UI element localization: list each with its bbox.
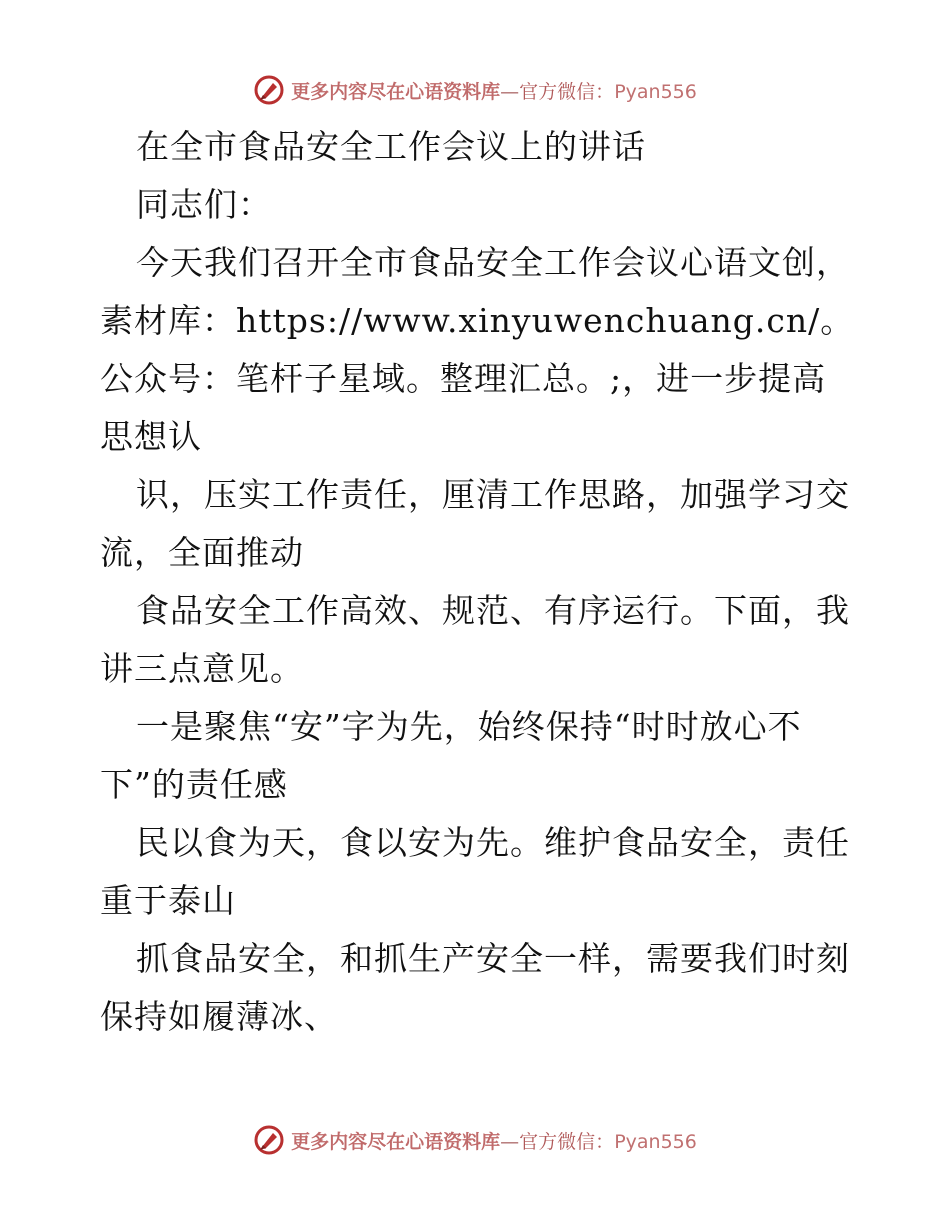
header-banner-text [291, 77, 697, 104]
header-banner-id: Pyan556 [614, 80, 697, 103]
document-title: 在全市食品安全工作会议上的讲话 [136, 127, 646, 166]
footer-banner-dash: — [500, 1130, 520, 1153]
pen-nib-logo-icon [253, 74, 285, 106]
footer-banner-wechat: 官方微信： [519, 1130, 615, 1153]
header-banner-wechat: 官方微信： [519, 80, 615, 103]
header-banner [0, 70, 950, 110]
paragraph: 民以食为天，食以安为先。维护食品安全，责任重于泰山 [100, 823, 850, 920]
paragraph: 今天我们召开全市食品安全工作会议心语文创，素材库：https://www.xinyuwenchuang.cn/。公众号：笔杆子星域。整理汇总。;，进一步提高思想认 [100, 243, 855, 456]
paragraph: 抓食品安全，和抓生产安全一样，需要我们时刻保持如履薄冰、 [100, 939, 850, 1036]
header-banner-main: 更多内容尽在心语资料库 [291, 80, 501, 103]
footer-banner-main: 更多内容尽在心语资料库 [291, 1130, 501, 1153]
document-salutation: 同志们： [136, 185, 272, 224]
paragraph: 识，压实工作责任，厘清工作思路，加强学习交流，全面推动 [100, 475, 850, 572]
footer-banner [0, 1120, 950, 1160]
pen-nib-logo-icon [253, 1124, 285, 1156]
paragraph: 食品安全工作高效、规范、有序运行。下面，我讲三点意见。 [100, 591, 850, 688]
footer-banner-text [291, 1127, 697, 1154]
paragraph: 一是聚焦“安”字为先，始终保持“时时放心不下”的责任感 [100, 707, 802, 804]
header-banner-dash: — [500, 80, 520, 103]
footer-banner-id: Pyan556 [614, 1130, 697, 1153]
document-body [100, 118, 855, 1046]
